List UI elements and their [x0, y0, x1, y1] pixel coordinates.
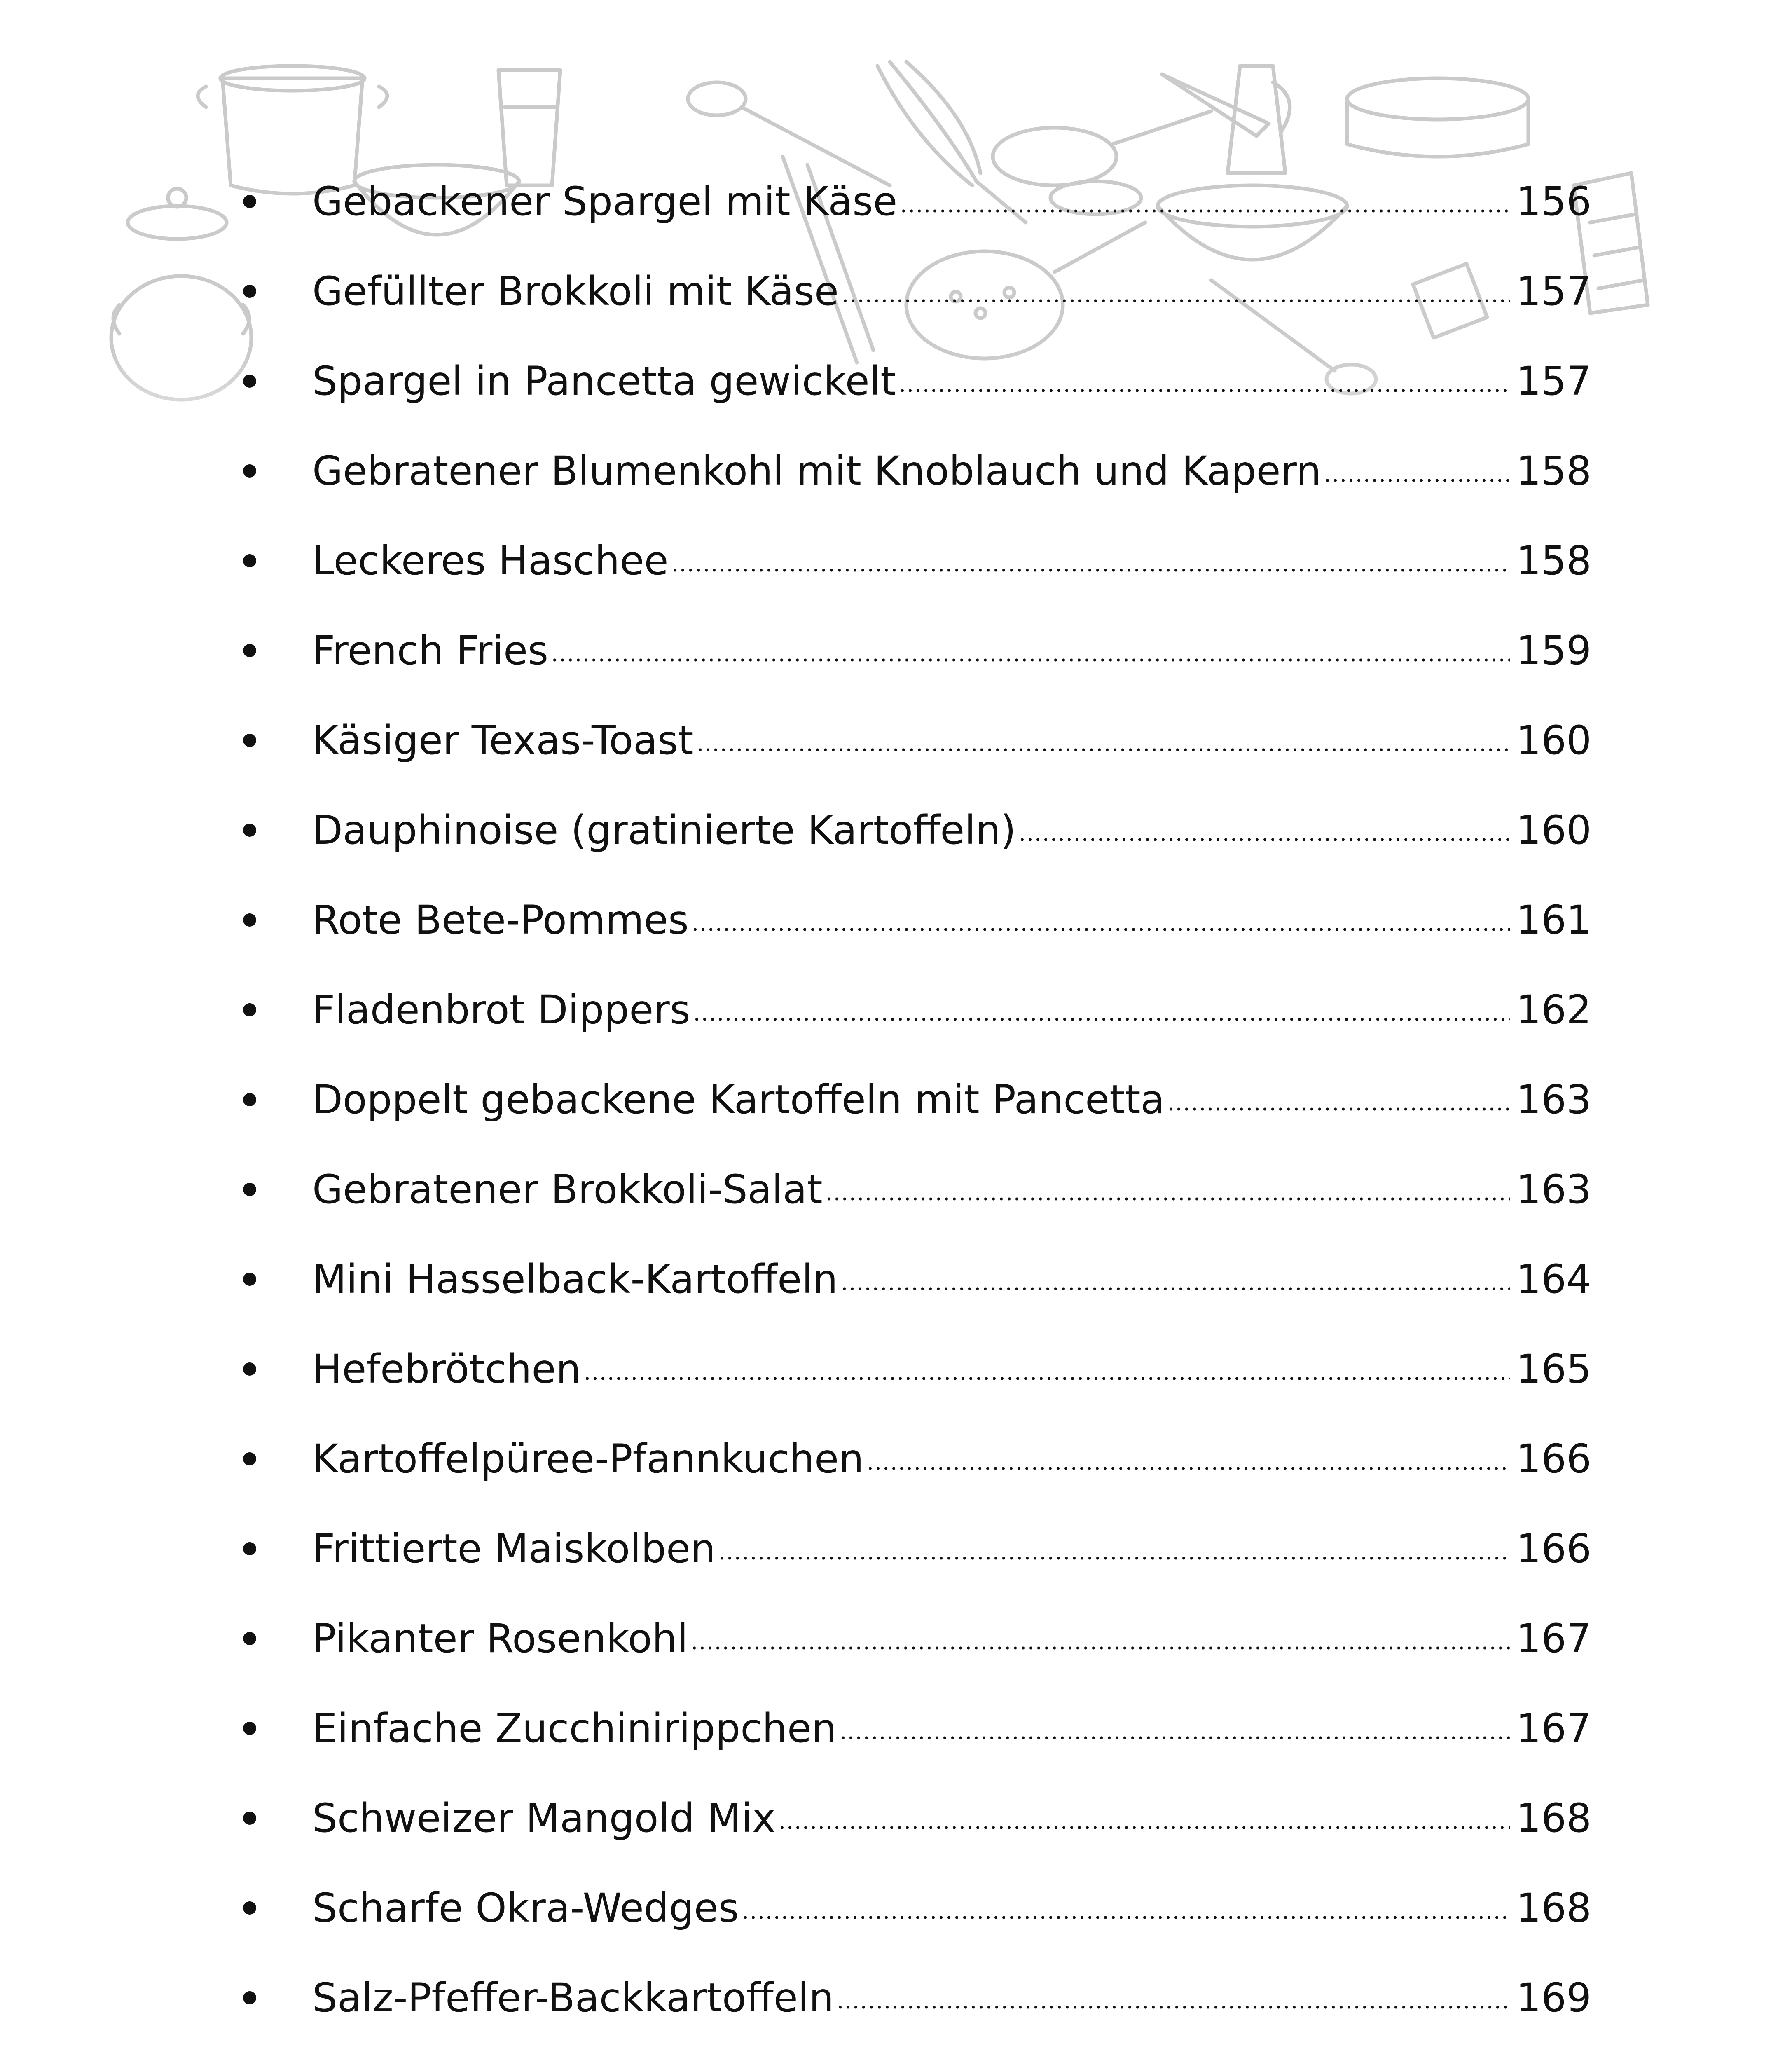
toc-entry[interactable]	[243, 1055, 1590, 1145]
dot-leader	[1018, 837, 1510, 843]
toc-entry-page: 165	[1516, 1346, 1592, 1392]
toc-entry[interactable]	[243, 426, 1590, 516]
bullet-icon	[243, 644, 256, 657]
bullet-icon	[243, 375, 256, 388]
toc-entry[interactable]	[243, 875, 1590, 965]
dot-leader	[1324, 478, 1510, 483]
toc-entry-title: Einfache Zucchinirippchen	[312, 1705, 837, 1751]
toc-entry-page: 166	[1516, 1436, 1592, 1482]
bullet-icon	[243, 824, 256, 837]
toc-entry-page: 168	[1516, 1885, 1592, 1931]
toc-entry[interactable]	[243, 1414, 1590, 1504]
bullet-icon	[243, 913, 256, 927]
dot-leader	[691, 927, 1510, 932]
toc-entry-title: Gebackener Spargel mit Käse	[312, 178, 898, 225]
toc-entry-title: Dauphinoise (gratinierte Kartoffeln)	[312, 807, 1016, 853]
dot-leader	[718, 1555, 1510, 1561]
dot-leader	[778, 1825, 1510, 1831]
toc-entry-title: Gebratener Blumenkohl mit Knoblauch und Kapern	[312, 448, 1322, 494]
bullet-icon	[243, 1991, 256, 2004]
toc-entry-page: 163	[1516, 1077, 1592, 1123]
table-of-contents	[243, 157, 1590, 2060]
toc-entry-page: 163	[1516, 1166, 1592, 1213]
toc-entry-page: 167	[1516, 1705, 1592, 1751]
toc-entry-title: Scharfe Okra-Wedges	[312, 1885, 739, 1931]
dot-leader	[898, 388, 1510, 393]
toc-entry[interactable]	[243, 1234, 1590, 1324]
toc-entry-page: 157	[1516, 268, 1592, 314]
bullet-icon	[243, 1632, 256, 1645]
toc-entry[interactable]	[243, 1324, 1590, 1414]
toc-entry[interactable]	[243, 157, 1590, 246]
toc-entry-page: 157	[1516, 358, 1592, 404]
bullet-icon	[243, 1093, 256, 1106]
toc-entry-title: Rote Bete-Pommes	[312, 897, 689, 943]
toc-entry[interactable]	[243, 785, 1590, 875]
dot-leader	[671, 567, 1510, 573]
bullet-icon	[243, 554, 256, 567]
toc-entry-page: 166	[1516, 1526, 1592, 1572]
bullet-icon	[243, 1722, 256, 1735]
toc-entry[interactable]	[243, 1594, 1590, 1683]
dot-leader	[742, 1915, 1510, 1920]
dot-leader	[839, 1735, 1510, 1741]
toc-entry-page: 162	[1516, 987, 1592, 1033]
toc-entry-page: 158	[1516, 538, 1592, 584]
dot-leader	[690, 1645, 1510, 1651]
bullet-icon	[243, 1812, 256, 1825]
toc-entry-title: Hefebrötchen	[312, 1346, 581, 1392]
toc-entry[interactable]	[243, 516, 1590, 606]
toc-entry-title: Doppelt gebackene Kartoffeln mit Pancetta	[312, 1077, 1165, 1123]
bullet-icon	[243, 1273, 256, 1286]
dot-leader	[836, 2004, 1510, 2010]
bullet-icon	[243, 1901, 256, 1915]
toc-entry-title: French Fries	[312, 627, 549, 674]
toc-entry-page: 161	[1516, 897, 1592, 943]
toc-entry-title: Schweizer Mangold Mix	[312, 1795, 776, 1841]
toc-entry-page: 168	[1516, 1795, 1592, 1841]
toc-entry[interactable]	[243, 1683, 1590, 1773]
toc-entry-title: Pikanter Rosenkohl	[312, 1615, 688, 1662]
toc-entry-title: Leckeres Haschee	[312, 538, 669, 584]
toc-entry-page: 160	[1516, 717, 1592, 763]
toc-entry-title: Spargel in Pancetta gewickelt	[312, 358, 896, 404]
dot-leader	[1167, 1106, 1510, 1112]
toc-entry[interactable]	[243, 1504, 1590, 1594]
toc-entry-title: Frittierte Maiskolben	[312, 1526, 716, 1572]
toc-entry[interactable]	[243, 2043, 1590, 2060]
dot-leader	[693, 1016, 1510, 1022]
bullet-icon	[243, 1542, 256, 1555]
toc-entry-title: Käsiger Texas-Toast	[312, 717, 694, 763]
bullet-icon	[243, 734, 256, 747]
toc-entry[interactable]	[243, 1863, 1590, 1953]
dot-leader	[825, 1196, 1510, 1202]
toc-entry-page: 160	[1516, 807, 1592, 853]
dot-leader	[840, 1286, 1510, 1292]
bullet-icon	[243, 285, 256, 298]
dot-leader	[841, 298, 1510, 304]
toc-entry-page: 169	[1516, 1975, 1592, 2021]
bullet-icon	[243, 1003, 256, 1016]
toc-entry[interactable]	[243, 1953, 1590, 2043]
toc-entry-page: 156	[1516, 178, 1592, 225]
toc-entry[interactable]	[243, 695, 1590, 785]
bullet-icon	[243, 1452, 256, 1465]
toc-entry-title: Gefüllter Brokkoli mit Käse	[312, 268, 839, 314]
bullet-icon	[243, 1362, 256, 1376]
toc-entry[interactable]	[243, 246, 1590, 336]
toc-entry-page: 158	[1516, 448, 1592, 494]
dot-leader	[583, 1376, 1510, 1381]
toc-entry-title: Salz-Pfeffer-Backkartoffeln	[312, 1975, 834, 2021]
toc-entry-page: 164	[1516, 1256, 1592, 1302]
toc-entry-title: Gebratener Brokkoli-Salat	[312, 1166, 823, 1213]
toc-entry[interactable]	[243, 1773, 1590, 1863]
dot-leader	[696, 747, 1511, 753]
toc-entry[interactable]	[243, 606, 1590, 695]
toc-entry[interactable]	[243, 336, 1590, 426]
toc-entry-title: Mini Hasselback-Kartoffeln	[312, 1256, 838, 1302]
toc-entry-page: 159	[1516, 627, 1592, 674]
bullet-icon	[243, 195, 256, 208]
dot-leader	[900, 208, 1510, 214]
dot-leader	[866, 1465, 1510, 1471]
dot-leader	[551, 657, 1510, 663]
bullet-icon	[243, 1183, 256, 1196]
toc-entry[interactable]	[243, 965, 1590, 1055]
toc-entry-page: 167	[1516, 1615, 1592, 1662]
toc-entry[interactable]	[243, 1145, 1590, 1234]
toc-entry-title: Kartoffelpüree-Pfannkuchen	[312, 1436, 864, 1482]
toc-entry-title: Fladenbrot Dippers	[312, 987, 690, 1033]
bullet-icon	[243, 464, 256, 478]
